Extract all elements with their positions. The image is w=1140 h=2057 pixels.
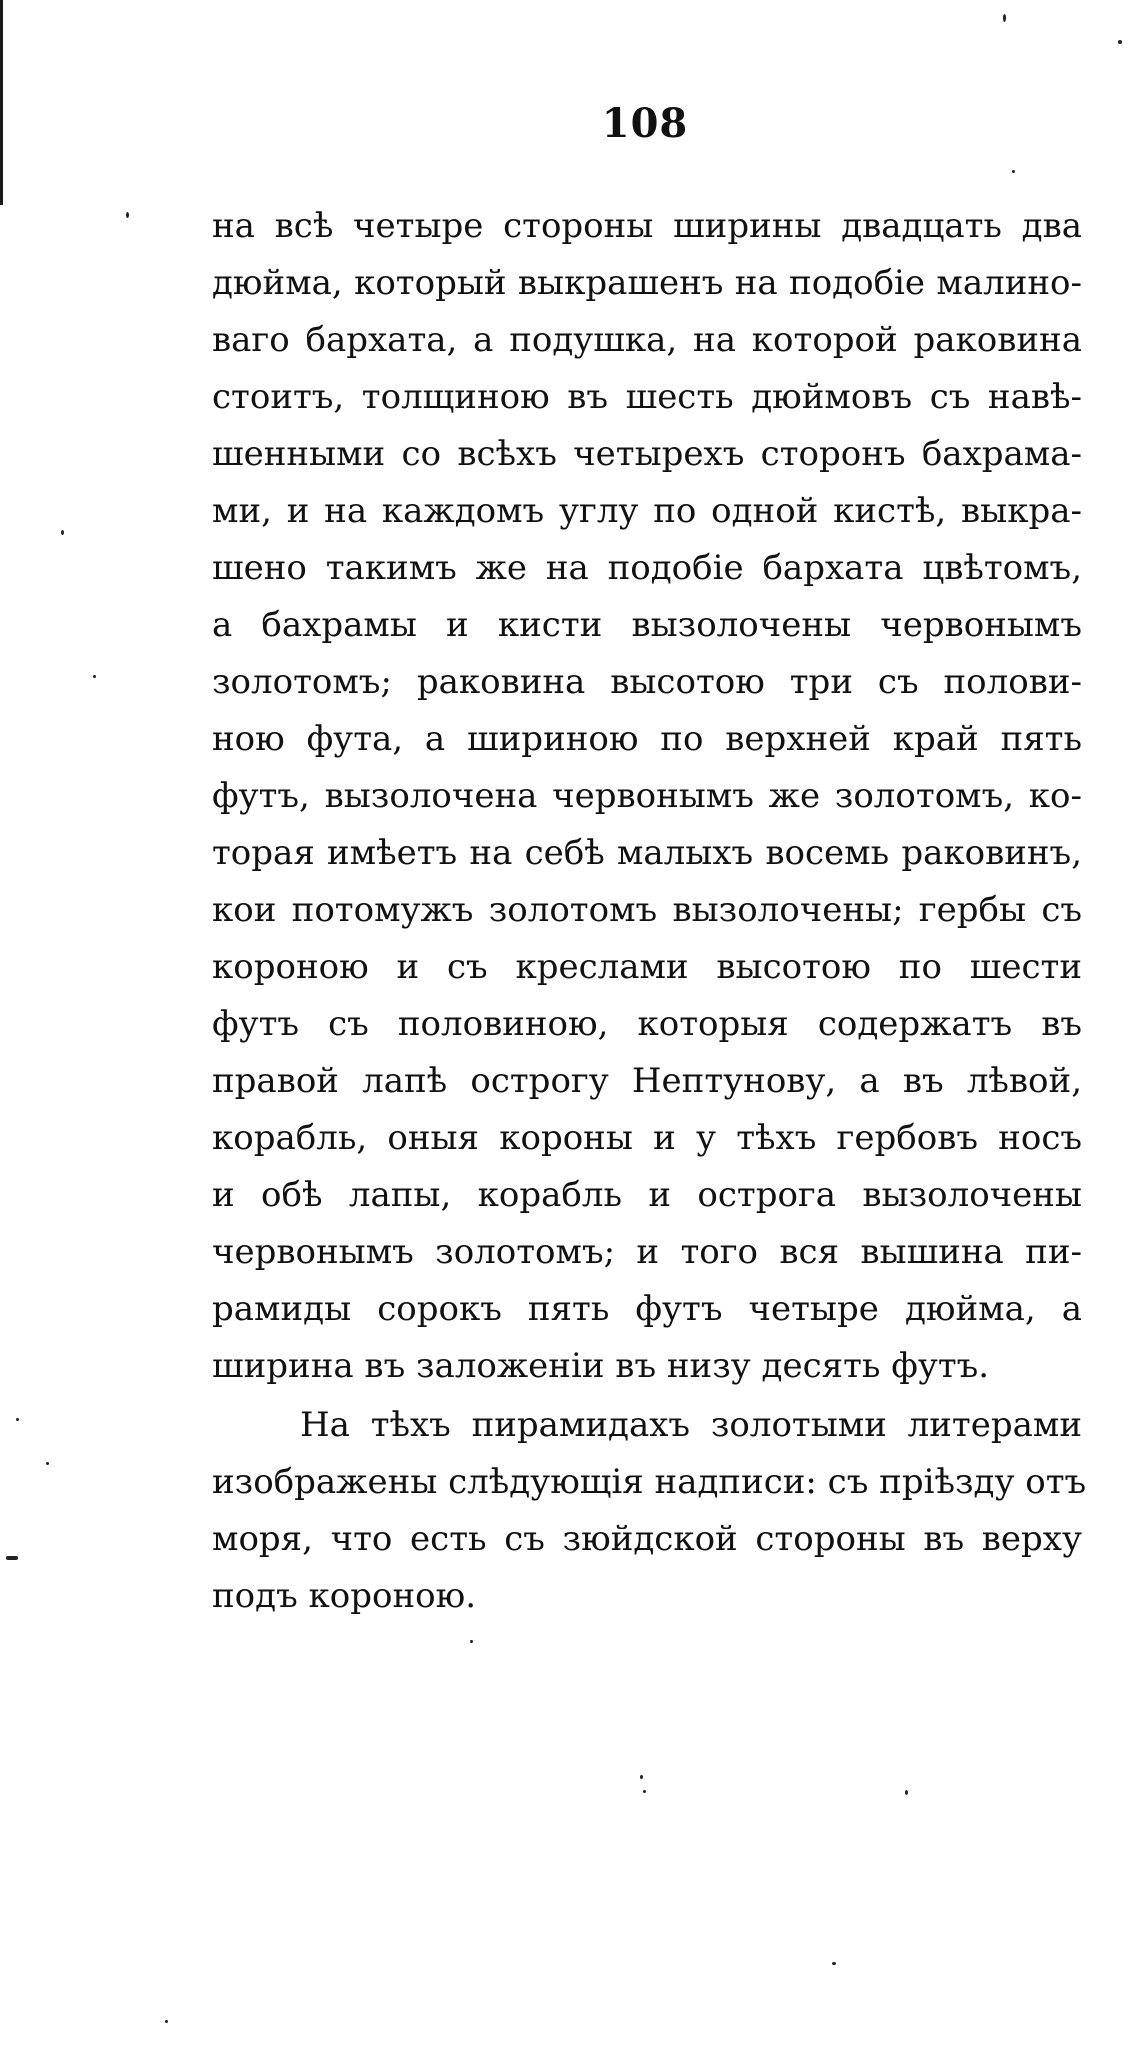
text-line: ширина въ заложеніи въ низу десять футъ. [212,1346,990,1386]
text-line: подъ короною. [212,1576,476,1616]
text-line: моря, что есть съ зюйдской стороны въ верху [212,1519,1082,1559]
text-line: ваго бархата, а подушка, на которой раковина [212,320,1082,360]
text-line: ми, и на каждомъ углу по одной кистѣ, выкра- [212,491,1082,531]
text-line: и обѣ лапы, корабль и острога вызолочены [212,1175,1082,1215]
page-number: 108 [601,100,689,147]
paragraph-1 [212,198,1082,1395]
scan-speck [93,675,96,678]
text-line: червонымъ золотомъ; и того вся вышина пи- [212,1232,1082,1272]
text-line: На тѣхъ пирамидахъ золотыми литерами [300,1405,1082,1445]
scan-speck [470,1640,473,1643]
text-line: корабль, оныя короны и у тѣхъ гербовъ носъ [212,1118,1082,1158]
scan-speck [832,1962,836,1965]
scan-speck [165,2020,168,2023]
text-line: ною фута, а шириною по верхней край пять [212,719,1082,759]
text-line: на всѣ четыре стороны ширины двадцать два [212,206,1082,246]
scan-speck [1003,14,1006,22]
scan-speck [61,530,64,535]
text-line: шено такимъ же на подобіе бархата цвѣтомъ, [212,548,1082,588]
text-line: изображены слѣдующія надписи: съ пріѣзду отъ [212,1462,1087,1502]
scan-speck [643,1790,646,1793]
scan-speck [1118,40,1122,44]
paragraph-2 [212,1397,1087,1625]
scan-speck [16,1418,19,1421]
text-line: шенными со всѣхъ четырехъ сторонъ бахрама- [212,434,1082,474]
text-line: золотомъ; раковина высотою три съ полови- [212,662,1082,702]
scan-speck [126,212,129,218]
text-line: стоитъ, толщиною въ шесть дюймовъ съ навѣ- [212,377,1082,417]
scan-speck [905,1790,908,1795]
scan-speck [46,1462,49,1465]
text-line: а бахрамы и кисти вызолочены червонымъ [212,605,1082,645]
scan-speck [640,1775,643,1779]
scan-speck [1012,170,1015,173]
text-line: правой лапѣ острогу Нептунову, а въ лѣвой, [212,1061,1082,1101]
text-line: торая имѣетъ на себѣ малыхъ восемь раковинъ, [212,833,1082,873]
text-line: футъ, вызолочена червонымъ же золотомъ, ко- [212,776,1082,816]
text-line: короною и съ креслами высотою по шести [212,947,1082,987]
text-line: рамиды сорокъ пять футъ четыре дюйма, а [212,1289,1082,1329]
body-text [212,198,1087,1625]
text-line: футъ съ половиною, которыя содержатъ въ [212,1004,1082,1044]
scan-speck [6,1556,18,1560]
text-line: кои потомужъ золотомъ вызолочены; гербы съ [212,890,1082,930]
text-line: дюйма, который выкрашенъ на подобіе малино- [212,263,1082,303]
